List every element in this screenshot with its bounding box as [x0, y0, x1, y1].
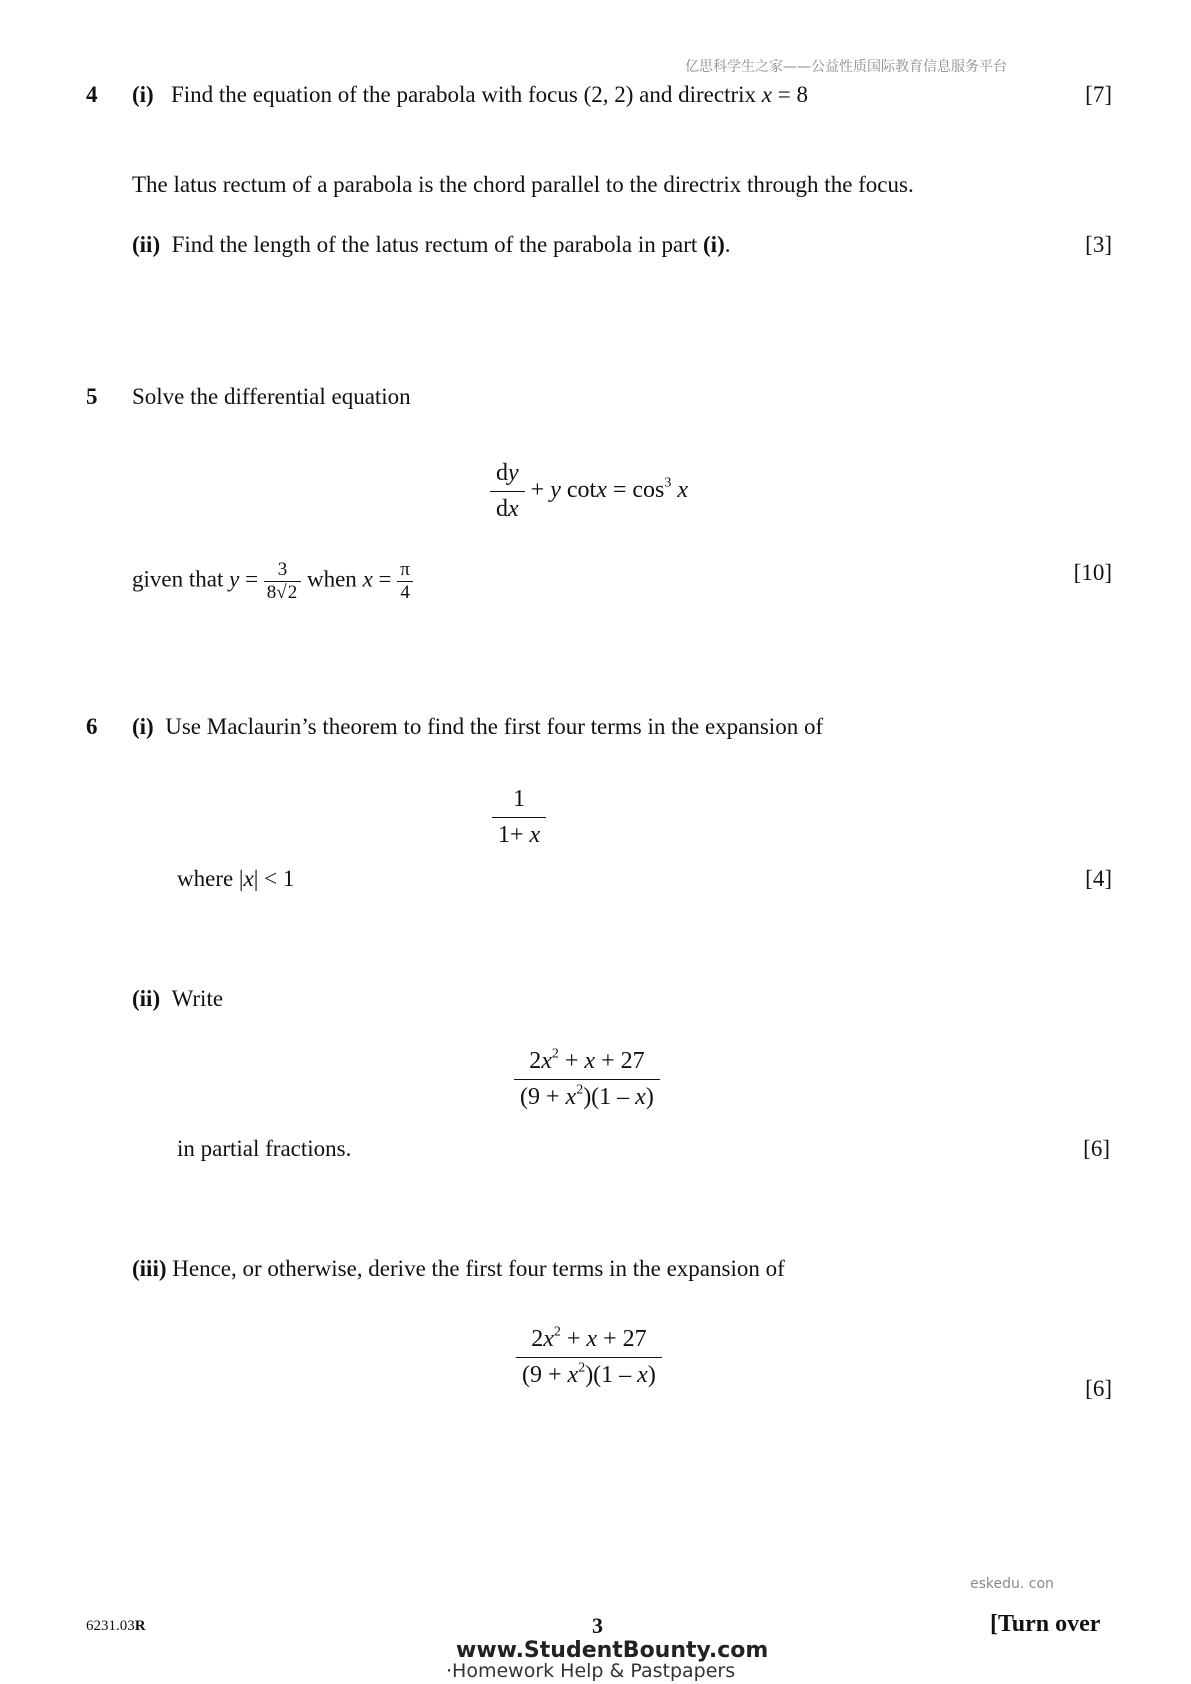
question-4-part-i	[132, 82, 808, 108]
question-5-number: 5	[86, 384, 98, 409]
marks-4-i: [7]	[1085, 82, 1112, 107]
var-x: x	[761, 82, 772, 107]
differential-equation: $\frac{dy}{dx}$ + y $\cot x = \cos^3 x$	[490, 460, 688, 523]
studentbounty-tagline: ·Homework Help & Pastpapers	[446, 1660, 736, 1682]
derivative-fraction: $\frac{dy}{dx}$	[490, 460, 525, 523]
marks-6-iii: [6]	[1085, 1376, 1112, 1401]
initial-condition: given that y = $\frac{3}{8√2}$ when x = $\frac{\pi}{4}$	[132, 560, 413, 603]
question-4-number: 4	[86, 82, 98, 107]
part-text: Find the length of the latus rectum of the parabola in part	[171, 232, 698, 257]
page-number: 3	[592, 1613, 603, 1638]
fraction-pi-over-4: $\frac{\pi}{4}$	[397, 560, 413, 603]
latus-rectum-intro: The latus rectum of a parabola is the chord parallel to the directrix through the focus.	[132, 172, 914, 197]
part-label: (ii)	[132, 232, 161, 257]
convergence-condition: where |x| < 1	[177, 866, 295, 891]
turn-over: [Turn over	[990, 1611, 1101, 1637]
question-4-part-ii	[132, 232, 730, 258]
paper-code: 6231.03R	[86, 1618, 146, 1634]
part-label: (i)	[132, 82, 154, 107]
marks-5: [10]	[1073, 560, 1112, 585]
equation-value: = 8	[777, 82, 808, 107]
partial-fractions-text: in partial fractions.	[177, 1136, 352, 1161]
period: .	[724, 232, 731, 257]
fraction-one-over-one-plus-x: $\frac{1}{1+ x}$	[492, 786, 546, 849]
studentbounty-url: www.StudentBounty.com	[456, 1638, 769, 1663]
question-6-part-iii: (iii) Hence, or otherwise, derive the first four terms in the expansion of	[132, 1256, 785, 1281]
question-6-number: 6	[86, 714, 98, 739]
part-reference: (i)	[703, 232, 725, 257]
question-6-part-i: (i) Use Maclaurin’s theorem to find the first four terms in the expansion of	[132, 714, 824, 739]
rational-expression-ii: $\frac{2x^2 + x + 27}{(9 + x^2)(1 - x)}$	[514, 1048, 660, 1111]
watermark-bottom: eskedu. con	[970, 1576, 1054, 1592]
question-5-intro: Solve the differential equation	[132, 384, 411, 409]
marks-6-i: [4]	[1085, 866, 1112, 891]
fraction-3-over-8root2: $\frac{3}{8√2}$	[264, 560, 301, 603]
part-text: Find the equation of the parabola with focus (2, 2) and directrix	[170, 82, 757, 107]
rational-expression-iii: $\frac{2x^2 + x + 27}{(9 + x^2)(1 - x)}$	[516, 1326, 662, 1389]
marks-4-ii: [3]	[1085, 232, 1112, 257]
question-6-part-ii: (ii) Write	[132, 986, 224, 1011]
marks-6-ii: [6]	[1083, 1136, 1110, 1161]
watermark-top: 亿思科学生之家——公益性质国际教育信息服务平台	[685, 59, 1007, 75]
